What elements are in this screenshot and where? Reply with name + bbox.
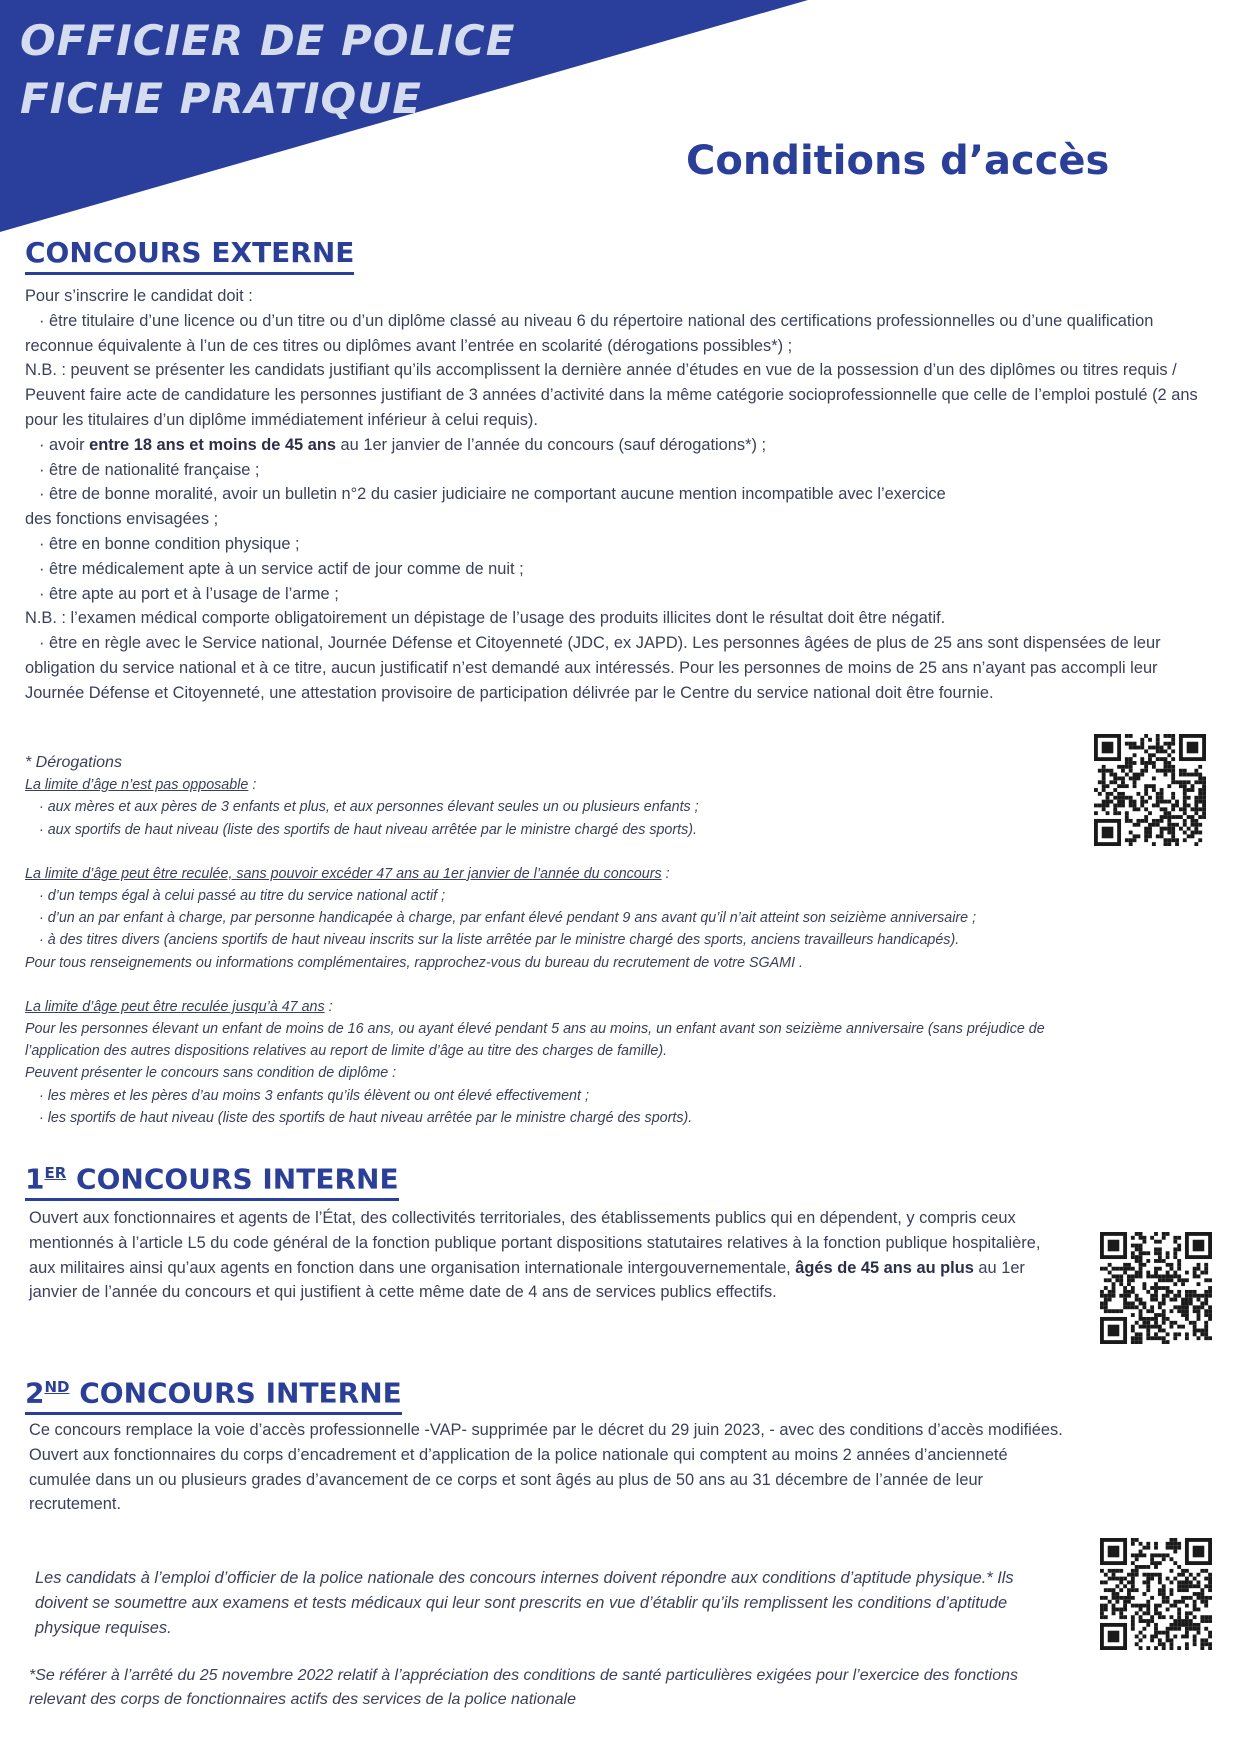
- externe-national-service: · être en règle avec le Service national, Journée Défense et Citoyenneté (JDC, ex JAPD). Les personnes âgées de plus de 25 ans sont dispensées de leur obligation du service national et à ce titre, aucun justificatif n’est demandé aux intéressés. Pour les personnes de moins de 25 ans n’ayant pas accompli leur Journée Défense et Citoyenneté, une attestation provisoire de participation délivrée par le Centre du service national doit être fournie.: [25, 634, 1161, 702]
- derogations-heading-2: La limite d’âge peut être reculée, sans pouvoir excéder 47 ans au 1er janvier de l’année du concours :: [25, 865, 670, 882]
- derogations-item: · d’un an par enfant à charge, par personne handicapée à charge, par enfant élevé pendant 9 ans avant qu’il n’ait atteint son seizième anniversaire ;: [39, 910, 977, 927]
- externe-body: [25, 284, 1205, 706]
- qr-code-interne-1[interactable]: [1100, 1232, 1212, 1344]
- interne-1-text: Ouvert aux fonctionnaires et agents de l’État, des collectivités territoriales, des établissements publics qui en dépendent, y compris ceux mentionnés à l’article L5 du code général de la fonction publique portant dispositions statutaires relatives à la fonction publique hospitalière, aux militaires ainsi qu’aux agents en fonction dans une organisation internationale intergouvernementale, âgés de 45 ans au plus au 1er janvier de l’année du concours et qui justifient à cette même date de 4 ans de services publics effectifs.: [29, 1209, 1041, 1302]
- section-title-interne-1: 1ER CONCOURS INTERNE: [25, 1156, 399, 1201]
- externe-nb2: N.B. : l’examen médical comporte obligatoirement un dépistage de l’usage des produits illicites dont le résultat doit être négatif.: [25, 609, 946, 628]
- qr-code-externe[interactable]: [1094, 734, 1206, 846]
- externe-intro: Pour s’inscrire le candidat doit :: [25, 287, 253, 305]
- interne-2-p2: Ouvert aux fonctionnaires du corps d’encadrement et d’application de la police nationale qui comptent au moins 2 années d’ancienneté cumulée dans un ou plusieurs grades d’avancement de ce corps et sont âgés au plus de 50 ans au 31 décembre de l’année de leur recrutement.: [29, 1445, 1008, 1514]
- externe-morality-cont: des fonctions envisagées ;: [25, 510, 219, 529]
- derogations-item: · d’un temps égal à celui passé au titre du service national actif ;: [39, 888, 446, 905]
- derogations-title: * Dérogations: [25, 754, 122, 771]
- derogations-heading-3: La limite d’âge peut être reculée jusqu’à 47 ans :: [25, 998, 333, 1015]
- externe-morality: · être de bonne moralité, avoir un bulletin n°2 du casier judiciaire ne comportant aucune mention incompatible avec l’exercice: [39, 485, 946, 504]
- derogations-text: Pour les personnes élevant un enfant de moins de 16 ans, ou ayant élevé pendant 5 ans au moins, un enfant avant son seizième anniversaire (sans préjudice de l’application des autres dispositions relatives au report de limite d’âge au titre des charges de famille).: [25, 1021, 1045, 1060]
- interne-2-body: [29, 1418, 1069, 1517]
- section-title-interne-2: 2ND CONCOURS INTERNE: [25, 1370, 402, 1415]
- page-title: Conditions d’accès: [686, 138, 1110, 184]
- qr-code-interne-2[interactable]: [1100, 1538, 1212, 1650]
- derogations-item: · aux mères et aux pères de 3 enfants et plus, et aux personnes élevant seules un ou plusieurs enfants ;: [39, 799, 699, 816]
- derogations-item: · les sportifs de haut niveau (liste des sportifs de haut niveau arrêtée par le ministre chargé des sports).: [39, 1109, 693, 1126]
- derogations-block: [25, 752, 1085, 1129]
- interne-2-footnote: *Se référer à l’arrêté du 25 novembre 2022 relatif à l’appréciation des conditions de santé particulières exigées pour l’exercice des fonctions relevant des corps de fonctionnaires actifs des services de la police nationale: [29, 1667, 1019, 1708]
- derogations-item: · à des titres divers (anciens sportifs de haut niveau inscrits sur la liste arrêtée par le ministre chargé des sports, anciens travailleurs handicapés).: [39, 932, 960, 949]
- externe-medical: · être médicalement apte à un service actif de jour comme de nuit ;: [39, 559, 524, 578]
- externe-weapon: · être apte au port et à l’usage de l’arme ;: [39, 584, 339, 603]
- externe-diploma: · être titulaire d’une licence ou d’un titre ou d’un diplôme classé au niveau 6 du répertoire national des certifications professionnelles ou d’une qualification reconnue équivalente à l’un de ces titres ou diplômes avant l’entrée en scolarité (dérogations possibles*) ;: [25, 311, 1154, 355]
- section-title-externe: CONCOURS EXTERNE: [25, 236, 354, 275]
- header-line-2: FICHE PRATIQUE: [20, 74, 422, 123]
- derogations-item: · aux sportifs de haut niveau (liste des sportifs de haut niveau arrêtée par le ministre chargé des sports).: [39, 821, 697, 838]
- externe-nationality: · être de nationalité française ;: [39, 460, 260, 479]
- derogations-heading-1: La limite d’âge n’est pas opposable :: [25, 777, 257, 794]
- derogations-item: · les mères et les pères d’au moins 3 enfants qu’ils élèvent ou ont élevé effectivement ;: [39, 1087, 589, 1104]
- derogations-info: Pour tous renseignements ou informations complémentaires, rapprochez-vous du bureau du recrutement de votre SGAMI .: [25, 954, 803, 971]
- externe-nb1: N.B. : peuvent se présenter les candidats justifiant qu’ils accomplissent la dernière année d’études en vue de la possession d’un des diplômes ou titres requis / Peuvent faire acte de candidature les personnes justifiant de 3 années d’activité dans la même catégorie socioprofessionnelle que celle de l’emploi postulé (2 ans pour les titulaires d’un diplôme immédiatement inférieur à celui requis).: [25, 361, 1198, 429]
- externe-physical: · être en bonne condition physique ;: [39, 534, 300, 553]
- interne-1-body: [29, 1206, 1059, 1305]
- interne-2-p1: Ce concours remplace la voie d’accès professionnelle -VAP- supprimée par le décret du 29 juin 2023, - avec des conditions d’accès modifiées.: [29, 1421, 1063, 1439]
- externe-age: · avoir entre 18 ans et moins de 45 ans au 1er janvier de l’année du concours (sauf dérogations*) ;: [39, 435, 767, 454]
- derogations-text: Peuvent présenter le concours sans condition de diplôme :: [25, 1065, 397, 1082]
- header-line-1: OFFICIER DE POLICE: [20, 16, 516, 65]
- interne-2-aptitude: Les candidats à l’emploi d’officier de la police nationale des concours internes doivent répondre aux conditions d’aptitude physique.* Ils doivent se soumettre aux examens et tests médicaux qui leur sont prescrits en vue d’établir qu’ils remplissent les conditions d’aptitude physique requises.: [35, 1569, 1014, 1637]
